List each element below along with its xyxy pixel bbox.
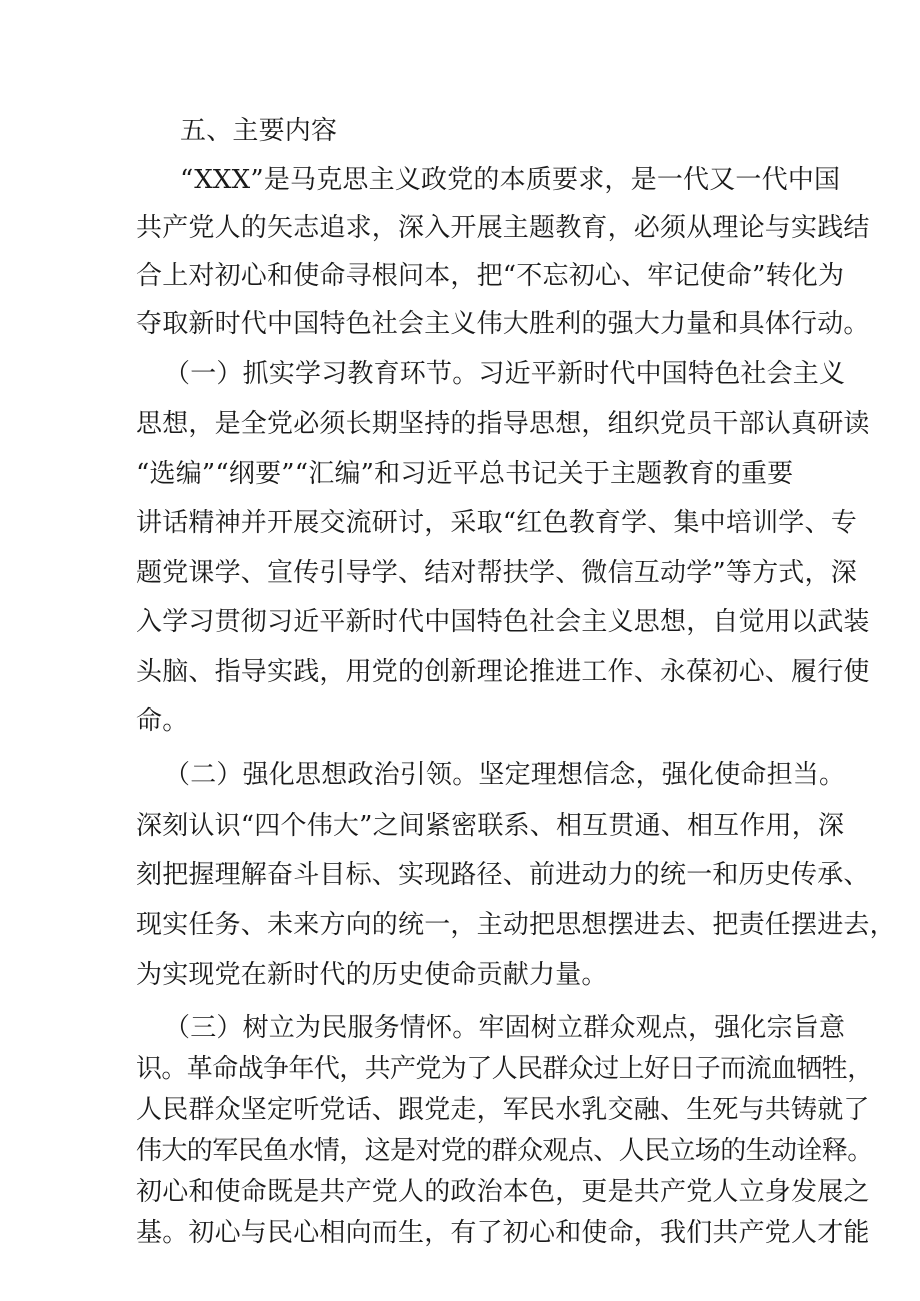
- section2-line-4: 现实任务、未来方向的统一，主动把思想摆进去、把责任摆进去，: [136, 910, 896, 940]
- intro-line-1: “XXX”是马克思主义政党的本质要求，是一代又一代中国: [180, 165, 841, 195]
- section1-line-3: “选编”“纲要”“汇编”和习近平总书记关于主题教育的重要: [136, 459, 794, 489]
- section2-line-2: 深刻认识“四个伟大”之间紧密联系、相互贯通、相互作用，深: [136, 811, 845, 841]
- section1-line-4: 讲话精神并开展交流研讨，采取“红色教育学、集中培训学、专: [136, 508, 857, 538]
- section1-line-8: 命。: [136, 706, 189, 736]
- section1-line-7: 头脑、指导实践，用党的创新理论推进工作、永葆初心、履行使: [136, 657, 870, 687]
- section2-line-3: 刻把握理解奋斗目标、实现路径、前进动力的统一和历史传承、: [136, 860, 870, 890]
- section-heading: 五、主要内容: [180, 116, 338, 146]
- section3-line-5: 初心和使命既是共产党人的政治本色，更是共产党人立身发展之: [136, 1177, 870, 1207]
- section3-line-3: 人民群众坚定听党话、跟党走，军民水乳交融、生死与共铸就了: [136, 1095, 870, 1125]
- intro-line-3: 合上对初心和使命寻根问本，把“不忘初心、牢记使命”转化为: [136, 261, 845, 291]
- section3-line-1: （三）树立为民服务情怀。牢固树立群众观点，强化宗旨意: [164, 1013, 846, 1043]
- section2-line-1: （二）强化思想政治引领。坚定理想信念，强化使命担当。: [164, 760, 846, 790]
- section1-line-2: 思想，是全党必须长期坚持的指导思想，组织党员干部认真研读: [136, 409, 870, 439]
- section2-line-5: 为实现党在新时代的历史使命贡献力量。: [136, 960, 608, 990]
- intro-line-4: 夺取新时代中国特色社会主义伟大胜利的强大力量和具体行动。: [136, 309, 870, 339]
- section1-line-1: （一）抓实学习教育环节。习近平新时代中国特色社会主义: [164, 359, 846, 389]
- section3-line-4: 伟大的军民鱼水情，这是对党的群众观点、人民立场的生动诠释。: [136, 1136, 873, 1166]
- section3-line-2: 识。革命战争年代，共产党为了人民群众过上好日子而流血牺牲，: [136, 1054, 873, 1084]
- section1-line-5: 题党课学、宣传引导学、结对帮扶学、微信互动学”等方式，深: [136, 558, 857, 588]
- section3-line-6: 基。初心与民心相向而生，有了初心和使命，我们共产党人才能: [136, 1218, 870, 1248]
- section1-line-6: 入学习贯彻习近平新时代中国特色社会主义思想，自觉用以武装: [136, 607, 870, 637]
- intro-line-2: 共产党人的矢志追求，深入开展主题教育，必须从理论与实践结: [136, 213, 870, 243]
